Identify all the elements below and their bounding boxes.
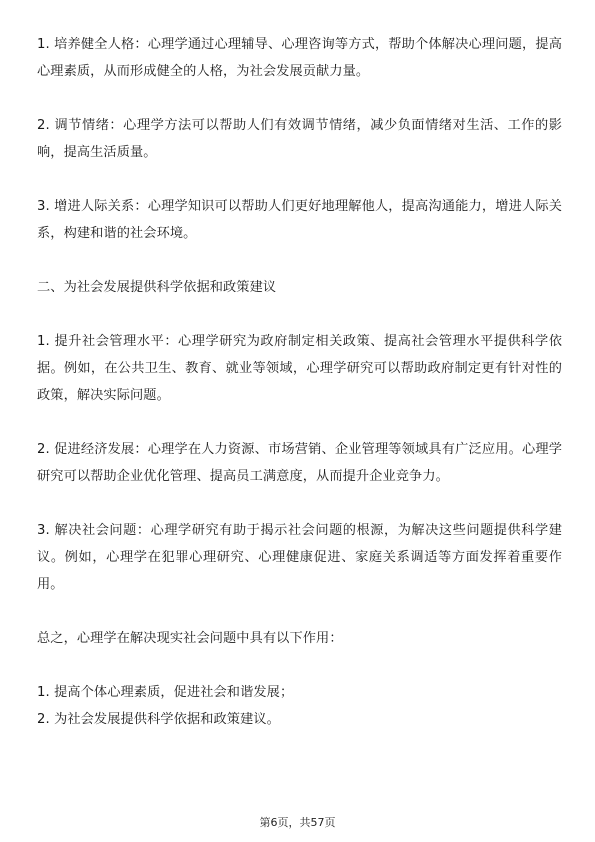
summary-item-1: 1. 提高个体心理素质，促进社会和谐发展； xyxy=(37,685,294,700)
paragraph-gap xyxy=(37,598,562,625)
paragraph-gap xyxy=(37,490,562,517)
paragraph-interpersonal-relations: 3. 增进人际关系：心理学知识可以帮助人们更好地理解他人，提高沟通能力，增进人际关系，构建和谐的社会环境。 xyxy=(37,199,562,241)
paragraph-social-problems: 3. 解决社会问题：心理学研究有助于揭示社会问题的根源，为解决这些问题提供科学建议。例如，心理学在犯罪心理研究、心理健康促进、家庭关系调适等方面发挥着重要作用。 xyxy=(37,523,562,592)
paragraph-gap xyxy=(37,409,562,436)
document-body xyxy=(37,31,562,733)
section-heading: 二、为社会发展提供科学依据和政策建议 xyxy=(37,280,277,295)
paragraph-emotion-regulation: 2. 调节情绪：心理学方法可以帮助人们有效调节情绪，减少负面情绪对生活、工作的影响，提高生活质量。 xyxy=(37,118,562,160)
paragraph-gap xyxy=(37,247,562,274)
paragraph-gap xyxy=(37,652,562,679)
page-number-footer: 第6页，共57页 xyxy=(259,816,336,829)
paragraph-summary: 总之，心理学在解决现实社会问题中具有以下作用： xyxy=(37,631,343,646)
summary-item-2: 2. 为社会发展提供科学依据和政策建议。 xyxy=(37,712,280,727)
paragraph-gap xyxy=(37,301,562,328)
paragraph-gap xyxy=(37,166,562,193)
paragraph-social-management: 1. 提升社会管理水平：心理学研究为政府制定相关政策、提高社会管理水平提供科学依据。例如，在公共卫生、教育、就业等领域，心理学研究可以帮助政府制定更有针对性的政策，解决实际问题。 xyxy=(37,334,562,403)
paragraph-gap xyxy=(37,85,562,112)
paragraph-healthy-personality: 1. 培养健全人格：心理学通过心理辅导、心理咨询等方式，帮助个体解决心理问题，提高心理素质，从而形成健全的人格，为社会发展贡献力量。 xyxy=(37,37,562,79)
paragraph-economic-development: 2. 促进经济发展：心理学在人力资源、市场营销、企业管理等领域具有广泛应用。心理学研究可以帮助企业优化管理、提高员工满意度，从而提升企业竞争力。 xyxy=(37,442,562,484)
